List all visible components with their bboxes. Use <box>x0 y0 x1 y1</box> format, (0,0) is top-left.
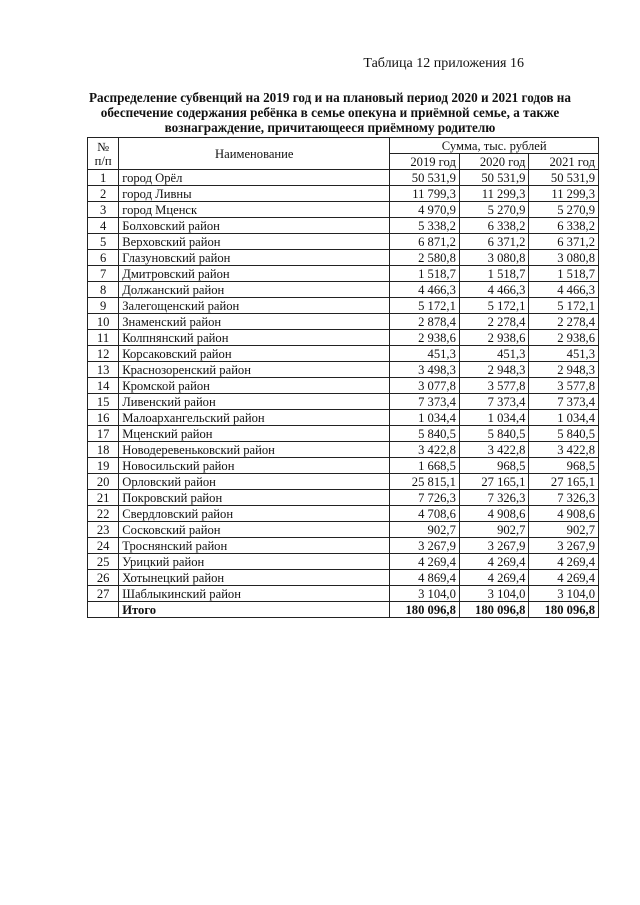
total-value: 180 096,8 <box>459 602 529 618</box>
row-value: 5 172,1 <box>529 298 599 314</box>
header-year-2021: 2021 год <box>529 154 599 170</box>
table-row <box>88 442 599 458</box>
row-value: 3 422,8 <box>459 442 529 458</box>
table-row <box>88 298 599 314</box>
row-name: Знаменский район <box>119 314 390 330</box>
row-value: 4 269,4 <box>390 554 460 570</box>
row-value: 7 326,3 <box>529 490 599 506</box>
row-value: 5 172,1 <box>459 298 529 314</box>
row-value: 902,7 <box>459 522 529 538</box>
table-header-row <box>88 138 599 154</box>
row-number: 25 <box>88 554 119 570</box>
row-value: 27 165,1 <box>459 474 529 490</box>
row-value: 1 034,4 <box>390 410 460 426</box>
row-value: 2 580,8 <box>390 250 460 266</box>
row-name: Должанский район <box>119 282 390 298</box>
row-value: 5 172,1 <box>390 298 460 314</box>
row-value: 50 531,9 <box>390 170 460 186</box>
page-reference: Таблица 12 приложения 16 <box>363 56 524 71</box>
row-value: 1 668,5 <box>390 458 460 474</box>
row-number: 22 <box>88 506 119 522</box>
row-number: 13 <box>88 362 119 378</box>
row-name: Корсаковский район <box>119 346 390 362</box>
row-value: 4 269,4 <box>529 554 599 570</box>
header-number <box>88 138 119 170</box>
row-name: Урицкий район <box>119 554 390 570</box>
title-line: обеспечение содержания ребёнка в семье опекуна и приёмной семье, а также <box>100 105 560 120</box>
row-number: 9 <box>88 298 119 314</box>
row-value: 4 466,3 <box>529 282 599 298</box>
row-number: 16 <box>88 410 119 426</box>
row-value: 7 373,4 <box>390 394 460 410</box>
table-row <box>88 282 599 298</box>
table-row <box>88 202 599 218</box>
row-value: 1 518,7 <box>459 266 529 282</box>
table-row <box>88 314 599 330</box>
row-number: 18 <box>88 442 119 458</box>
row-value: 3 104,0 <box>459 586 529 602</box>
row-value: 50 531,9 <box>459 170 529 186</box>
row-value: 968,5 <box>459 458 529 474</box>
row-value: 5 338,2 <box>390 218 460 234</box>
row-name: Шаблыкинский район <box>119 586 390 602</box>
row-number: 10 <box>88 314 119 330</box>
row-name: Малоархангельский район <box>119 410 390 426</box>
row-name: город Орёл <box>119 170 390 186</box>
row-value: 3 104,0 <box>529 586 599 602</box>
row-value: 3 422,8 <box>390 442 460 458</box>
table-row <box>88 586 599 602</box>
row-name: город Мценск <box>119 202 390 218</box>
row-value: 11 799,3 <box>390 186 460 202</box>
row-value: 4 869,4 <box>390 570 460 586</box>
total-value: 180 096,8 <box>390 602 460 618</box>
row-value: 451,3 <box>390 346 460 362</box>
row-value: 25 815,1 <box>390 474 460 490</box>
total-label: Итого <box>119 602 390 618</box>
row-number: 24 <box>88 538 119 554</box>
row-number: 5 <box>88 234 119 250</box>
row-value: 4 908,6 <box>529 506 599 522</box>
row-name: Колпнянский район <box>119 330 390 346</box>
row-name: Мценский район <box>119 426 390 442</box>
row-number: 3 <box>88 202 119 218</box>
row-number: 15 <box>88 394 119 410</box>
row-number: 11 <box>88 330 119 346</box>
table-row <box>88 410 599 426</box>
row-value: 902,7 <box>529 522 599 538</box>
row-value: 2 938,6 <box>459 330 529 346</box>
document-title <box>60 90 600 135</box>
row-number: 27 <box>88 586 119 602</box>
row-number: 23 <box>88 522 119 538</box>
header-sum: Сумма, тыс. рублей <box>390 138 599 154</box>
title-line: вознаграждение, причитающееся приёмному родителю <box>164 120 496 135</box>
row-value: 902,7 <box>390 522 460 538</box>
row-value: 4 908,6 <box>459 506 529 522</box>
row-number: 6 <box>88 250 119 266</box>
row-name: Дмитровский район <box>119 266 390 282</box>
row-number: 2 <box>88 186 119 202</box>
row-value: 451,3 <box>459 346 529 362</box>
row-value: 5 840,5 <box>390 426 460 442</box>
row-name: Свердловский район <box>119 506 390 522</box>
row-number: 8 <box>88 282 119 298</box>
table-body <box>88 170 599 618</box>
row-name: Новосильский район <box>119 458 390 474</box>
row-value: 3 267,9 <box>529 538 599 554</box>
row-value: 6 338,2 <box>529 218 599 234</box>
row-name: Болховский район <box>119 218 390 234</box>
title-line: Распределение субвенций на 2019 год и на плановый период 2020 и 2021 годов на <box>89 90 571 105</box>
table-row <box>88 570 599 586</box>
row-value: 7 726,3 <box>390 490 460 506</box>
row-value: 2 948,3 <box>529 362 599 378</box>
row-value: 2 938,6 <box>390 330 460 346</box>
row-value: 4 269,4 <box>529 570 599 586</box>
row-number: 20 <box>88 474 119 490</box>
table-row <box>88 426 599 442</box>
row-value: 11 299,3 <box>459 186 529 202</box>
row-number: 1 <box>88 170 119 186</box>
row-value: 5 270,9 <box>529 202 599 218</box>
table-row <box>88 362 599 378</box>
table-row <box>88 234 599 250</box>
row-value: 7 373,4 <box>459 394 529 410</box>
row-value: 4 269,4 <box>459 554 529 570</box>
row-number: 17 <box>88 426 119 442</box>
table-row <box>88 538 599 554</box>
row-name: Покровский район <box>119 490 390 506</box>
header-number-line2: п/п <box>94 153 112 168</box>
table-row <box>88 266 599 282</box>
row-value: 4 466,3 <box>459 282 529 298</box>
row-name: Кромской район <box>119 378 390 394</box>
row-name: Сосковский район <box>119 522 390 538</box>
total-number-empty <box>88 602 119 618</box>
row-name: Новодеревеньковский район <box>119 442 390 458</box>
total-value: 180 096,8 <box>529 602 599 618</box>
row-value: 7 326,3 <box>459 490 529 506</box>
table-row <box>88 554 599 570</box>
table-row <box>88 474 599 490</box>
row-value: 5 840,5 <box>459 426 529 442</box>
row-value: 1 034,4 <box>529 410 599 426</box>
row-value: 27 165,1 <box>529 474 599 490</box>
row-number: 4 <box>88 218 119 234</box>
row-value: 5 840,5 <box>529 426 599 442</box>
row-name: Верховский район <box>119 234 390 250</box>
row-value: 50 531,9 <box>529 170 599 186</box>
row-name: Хотынецкий район <box>119 570 390 586</box>
row-value: 6 871,2 <box>390 234 460 250</box>
row-value: 3 422,8 <box>529 442 599 458</box>
row-value: 451,3 <box>529 346 599 362</box>
row-name: Орловский район <box>119 474 390 490</box>
table-row <box>88 346 599 362</box>
row-value: 3 077,8 <box>390 378 460 394</box>
table-row <box>88 378 599 394</box>
row-value: 6 371,2 <box>529 234 599 250</box>
table-row <box>88 170 599 186</box>
row-value: 2 278,4 <box>529 314 599 330</box>
row-value: 1 518,7 <box>529 266 599 282</box>
row-number: 12 <box>88 346 119 362</box>
header-name: Наименование <box>119 138 390 170</box>
header-number-line1: № <box>97 139 110 154</box>
row-value: 968,5 <box>529 458 599 474</box>
row-value: 5 270,9 <box>459 202 529 218</box>
row-value: 3 267,9 <box>459 538 529 554</box>
row-value: 11 299,3 <box>529 186 599 202</box>
row-value: 7 373,4 <box>529 394 599 410</box>
row-value: 2 938,6 <box>529 330 599 346</box>
table-row <box>88 506 599 522</box>
row-name: город Ливны <box>119 186 390 202</box>
table-row <box>88 186 599 202</box>
row-value: 3 080,8 <box>529 250 599 266</box>
row-value: 3 104,0 <box>390 586 460 602</box>
row-value: 4 269,4 <box>459 570 529 586</box>
row-value: 4 708,6 <box>390 506 460 522</box>
table-row <box>88 458 599 474</box>
subsidy-table <box>87 137 599 618</box>
row-name: Глазуновский район <box>119 250 390 266</box>
table-row <box>88 218 599 234</box>
row-value: 3 577,8 <box>529 378 599 394</box>
row-value: 2 278,4 <box>459 314 529 330</box>
row-value: 4 970,9 <box>390 202 460 218</box>
table-row <box>88 522 599 538</box>
row-name: Краснозоренский район <box>119 362 390 378</box>
table-row <box>88 250 599 266</box>
row-value: 3 267,9 <box>390 538 460 554</box>
table-row <box>88 330 599 346</box>
row-value: 6 371,2 <box>459 234 529 250</box>
row-value: 1 034,4 <box>459 410 529 426</box>
row-value: 3 577,8 <box>459 378 529 394</box>
row-value: 2 948,3 <box>459 362 529 378</box>
row-value: 3 498,3 <box>390 362 460 378</box>
row-value: 1 518,7 <box>390 266 460 282</box>
row-name: Ливенский район <box>119 394 390 410</box>
row-number: 19 <box>88 458 119 474</box>
row-number: 21 <box>88 490 119 506</box>
row-value: 6 338,2 <box>459 218 529 234</box>
row-value: 2 878,4 <box>390 314 460 330</box>
table-row <box>88 394 599 410</box>
header-year-2019: 2019 год <box>390 154 460 170</box>
row-number: 14 <box>88 378 119 394</box>
row-number: 26 <box>88 570 119 586</box>
row-name: Залегощенский район <box>119 298 390 314</box>
row-value: 4 466,3 <box>390 282 460 298</box>
total-row <box>88 602 599 618</box>
row-value: 3 080,8 <box>459 250 529 266</box>
row-name: Троснянский район <box>119 538 390 554</box>
table-row <box>88 490 599 506</box>
row-number: 7 <box>88 266 119 282</box>
header-year-2020: 2020 год <box>459 154 529 170</box>
